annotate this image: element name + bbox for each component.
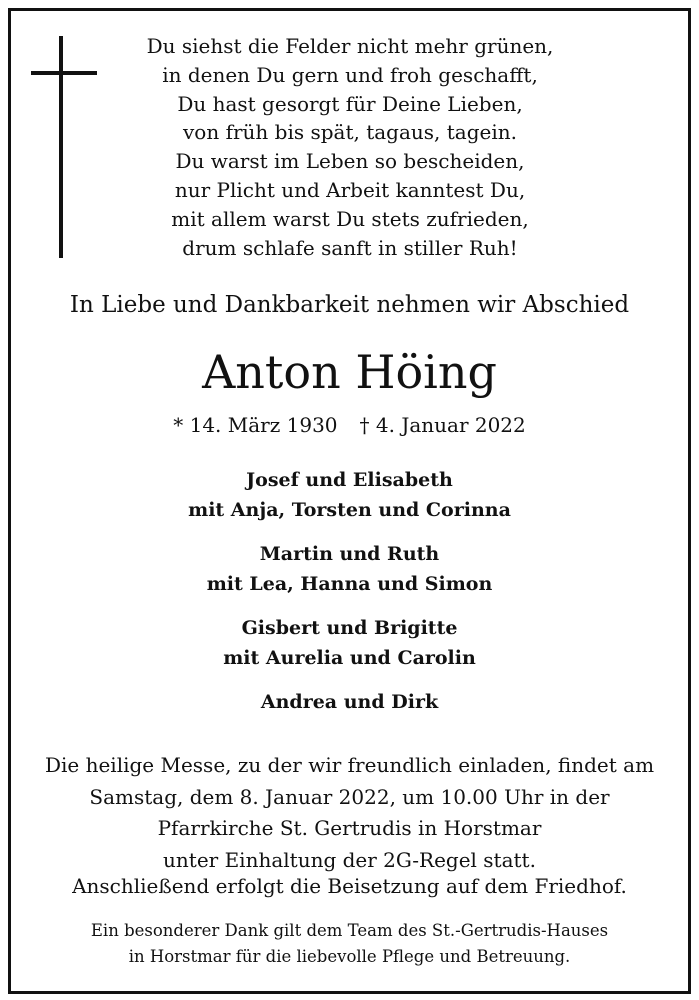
poem-line: von früh bis spät, tagaus, tagein.	[182, 120, 517, 145]
family-group	[0, 613, 699, 673]
mass-line: unter Einhaltung der 2G-Regel statt.	[163, 847, 536, 872]
thanks-line: in Horstmar für die liebevolle Pflege und Betreuung.	[128, 947, 571, 966]
thanks-note	[0, 918, 699, 970]
mass-announcement	[0, 750, 699, 876]
family-names: Martin und Ruth	[259, 543, 440, 565]
family-group	[0, 539, 699, 599]
cross-vertical-bar	[59, 36, 63, 258]
family-children: mit Lea, Hanna und Simon	[206, 573, 493, 595]
thanks-line: Ein besonderer Dank gilt dem Team des St.-Gertrudis-Hauses	[90, 921, 609, 940]
life-dates	[0, 413, 699, 437]
deceased-name: Anton Höing	[202, 345, 497, 399]
family-names: Josef und Elisabeth	[246, 469, 453, 491]
family-children: mit Anja, Torsten und Corinna	[188, 499, 511, 521]
poem-line: Du siehst die Felder nicht mehr grünen,	[146, 34, 554, 58]
memorial-poem	[120, 32, 580, 262]
family-names: Andrea und Dirk	[260, 691, 439, 713]
farewell-intro: In Liebe und Dankbarkeit nehmen wir Abschied	[69, 292, 630, 318]
mass-line: Die heilige Messe, zu der wir freundlich einladen, findet am	[44, 753, 655, 777]
poem-line: Du hast gesorgt für Deine Lieben,	[177, 91, 523, 116]
poem-line: nur Plicht und Arbeit kanntest Du,	[174, 177, 526, 202]
family-names: Gisbert und Brigitte	[241, 617, 458, 639]
poem-line: in denen Du gern und froh geschafft,	[162, 62, 538, 87]
mass-line: Samstag, dem 8. Januar 2022, um 10.00 Uhr in der	[89, 784, 610, 809]
death-date: † 4. Januar 2022	[359, 413, 526, 437]
mass-line: Pfarrkirche St. Gertrudis in Horstmar	[157, 816, 542, 840]
poem-line: drum schlafe sanft in stiller Ruh!	[182, 235, 518, 260]
cross-horizontal-bar	[31, 71, 97, 75]
family-children: mit Aurelia und Carolin	[223, 647, 476, 669]
burial-note: Anschließend erfolgt die Beisetzung auf dem Friedhof.	[72, 874, 627, 898]
poem-line: Du warst im Leben so bescheiden,	[175, 149, 525, 174]
family-group	[0, 687, 699, 717]
poem-line: mit allem warst Du stets zufrieden,	[171, 206, 529, 231]
family-group	[0, 465, 699, 525]
birth-date: * 14. März 1930	[173, 413, 338, 437]
